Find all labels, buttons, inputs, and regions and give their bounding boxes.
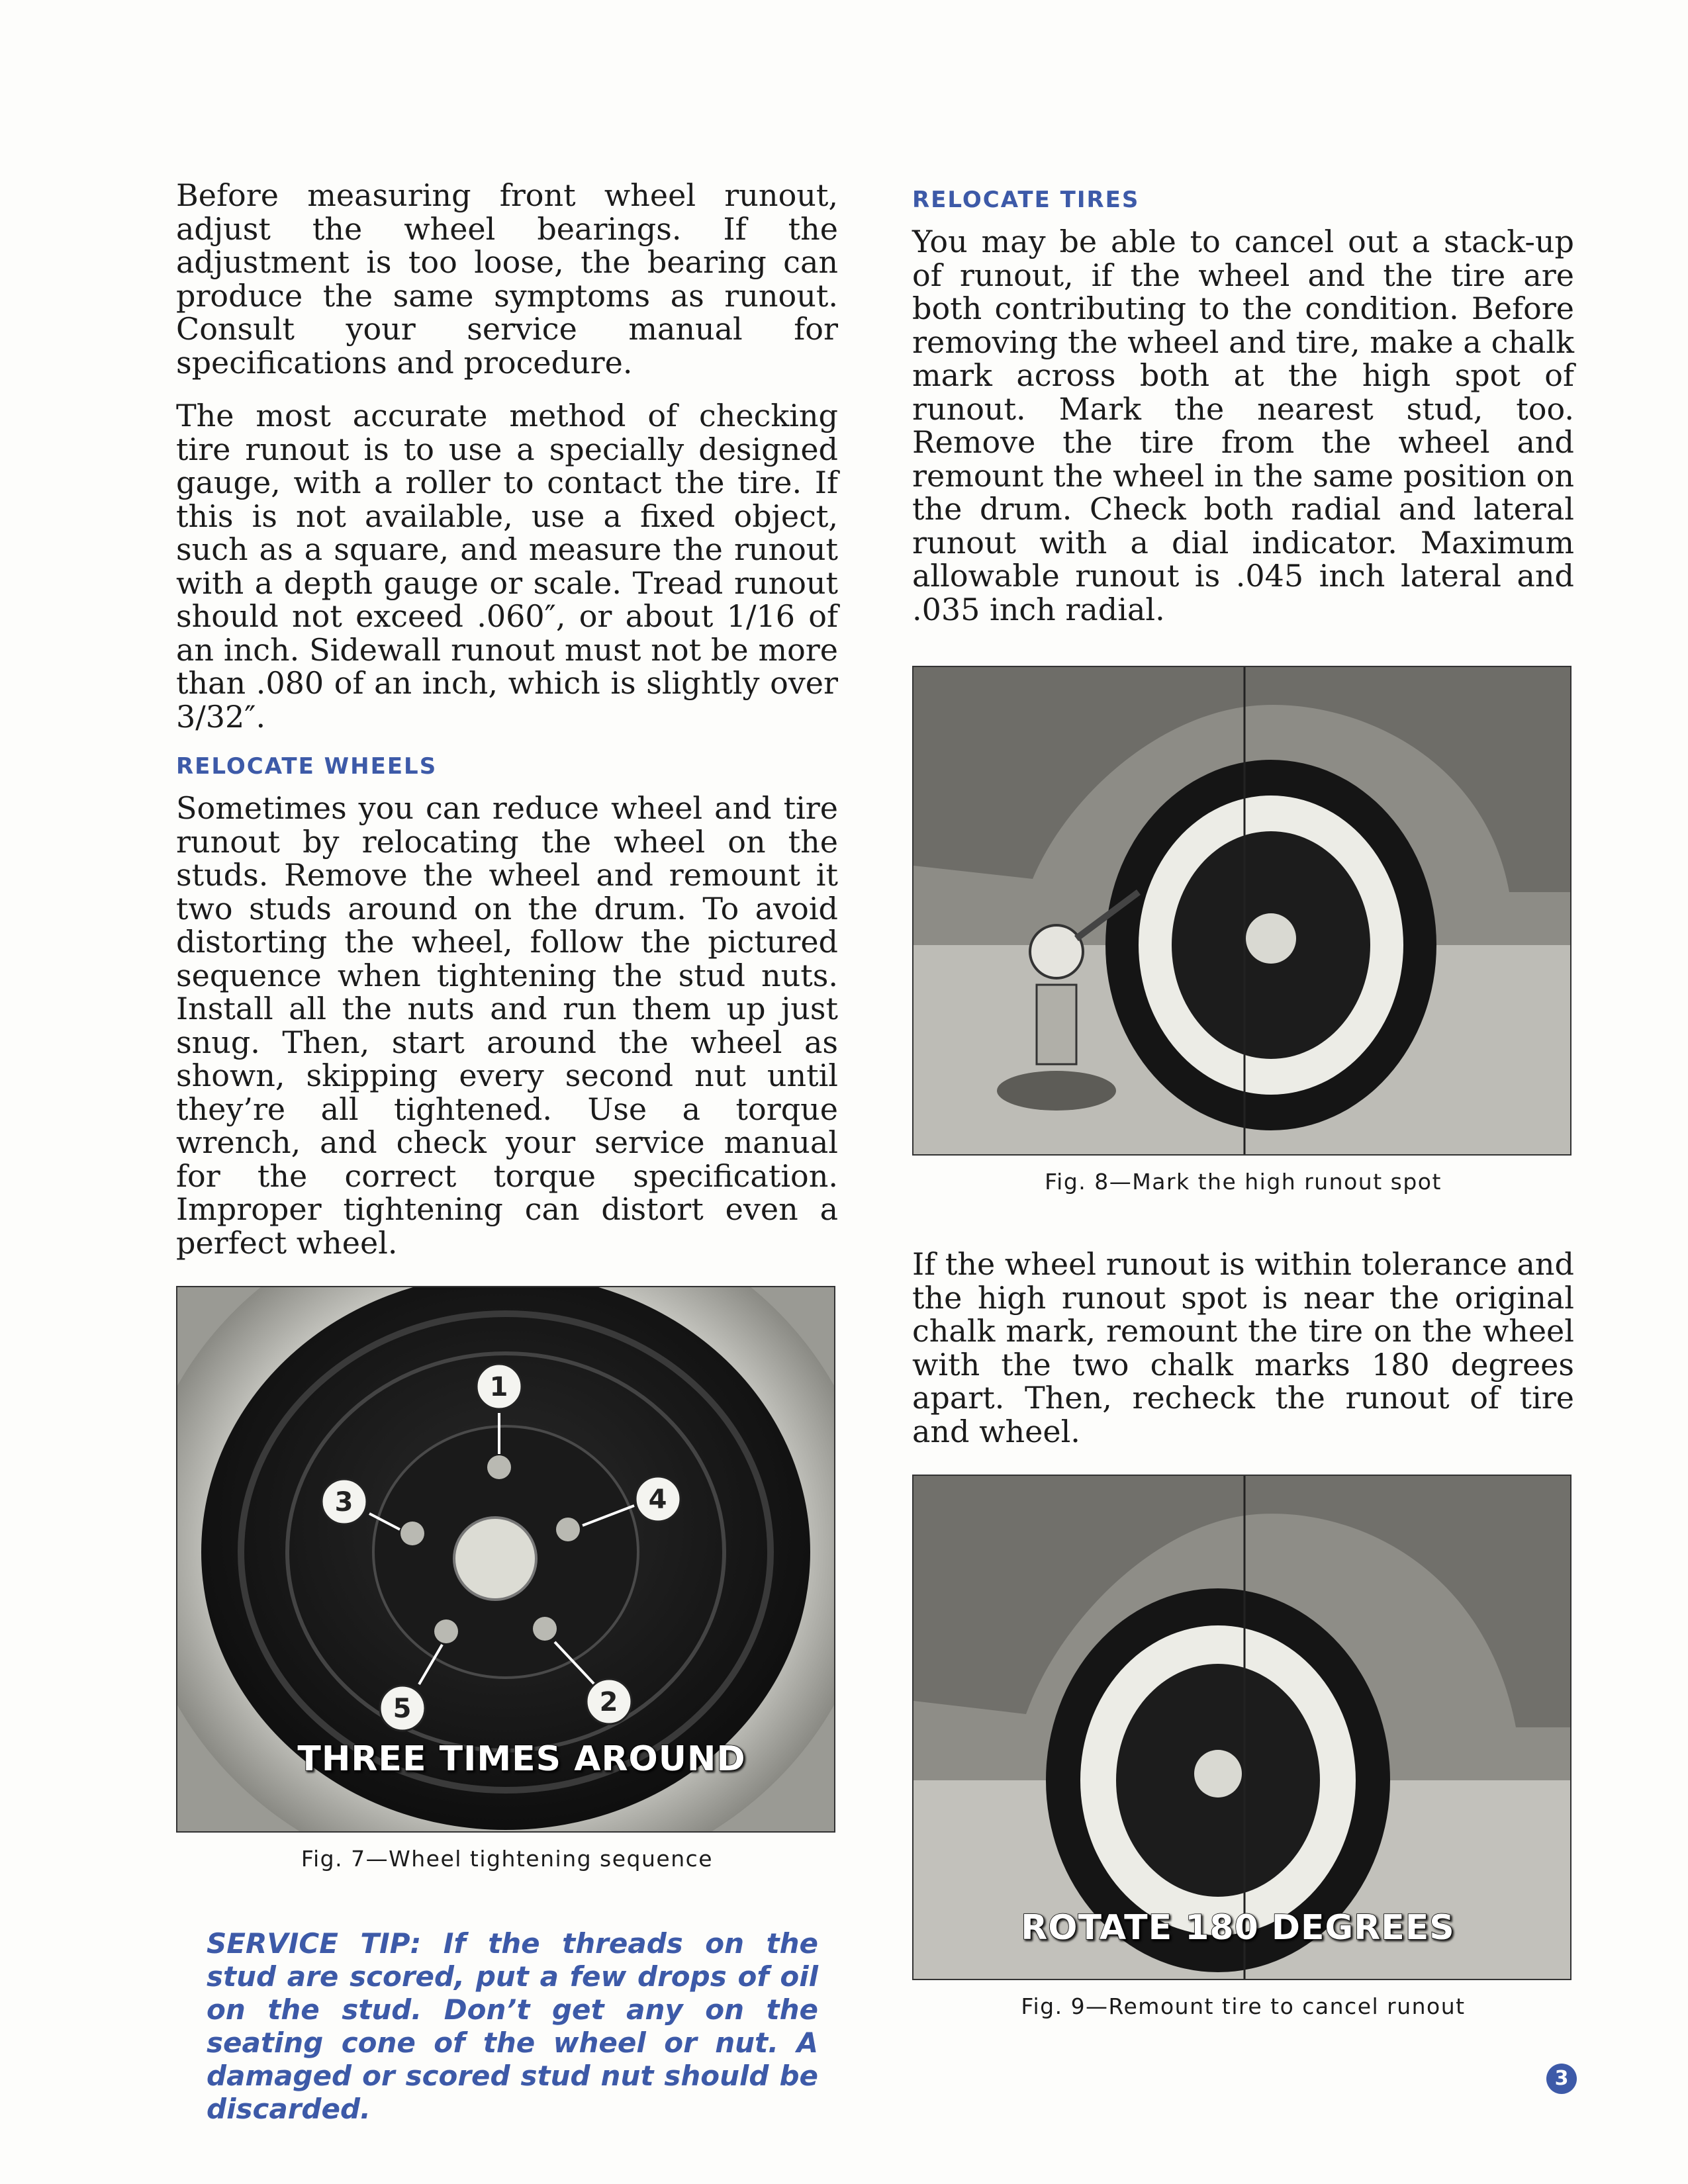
- page-number: 3: [1546, 2064, 1577, 2094]
- heading-relocate-wheels: RELOCATE WHEELS: [176, 753, 438, 780]
- paragraph-bearings: Before measuring front wheel runout, adjust the wheel bearings. If the adjustment is too loose, the bearing can produce the same symptoms as runout. Consult your service manual for specifications and procedure.: [176, 177, 838, 381]
- marker-3: [322, 1479, 367, 1524]
- marker-5-label: 5: [393, 1694, 412, 1724]
- dial-indicator-illustration: [914, 667, 1570, 1154]
- figure-8-photo: [912, 666, 1571, 1156]
- left-column: [176, 179, 838, 2126]
- figure-7-wheel-photo: [176, 1286, 835, 1833]
- figure-8-caption: Fig. 8—Mark the high runout spot: [1045, 1169, 1442, 1195]
- rotate-tire-illustration: [914, 1476, 1570, 1979]
- lug-nut: [434, 1619, 458, 1643]
- marker-2-label: 2: [599, 1687, 619, 1717]
- marker-1-label: 1: [489, 1372, 509, 1402]
- lug-nut: [556, 1518, 580, 1541]
- right-column: [912, 179, 1574, 2019]
- marker-4: [635, 1477, 680, 1522]
- marker-2: [586, 1679, 632, 1724]
- marker-1: [477, 1364, 522, 1409]
- paragraph-runout-gauge: The most accurate method of checking tire runout is to use a specially designed gauge, with a roller to contact the tire. If this is not available, use a fixed object, such as a square, and measure the runout with a depth gauge or scale. Tread runout should not exceed .060″, or about 1/16 of an inch. Sidewall runout must not be more than .080 of an inch, which is slightly over 3/32″.: [176, 398, 838, 735]
- lug-nut: [400, 1522, 424, 1545]
- marker-4-label: 4: [648, 1484, 668, 1515]
- three-times-around-overlay: THREE TIMES AROUND: [297, 1739, 746, 1779]
- paragraph-remount-tire: If the wheel runout is within tolerance and the high runout spot is near the original chalk mark, remount the tire on the wheel with the two chalk marks 180 degrees apart. Then, recheck the runout of tire and wheel.: [912, 1246, 1574, 1449]
- marker-3-label: 3: [334, 1487, 354, 1518]
- marker-5: [380, 1686, 425, 1731]
- figure-9-photo: [912, 1475, 1571, 1980]
- figure-9-caption: Fig. 9—Remount tire to cancel runout: [1021, 1993, 1466, 2019]
- heading-relocate-tires: RELOCATE TIRES: [912, 187, 1140, 213]
- paragraph-relocate-wheels: Sometimes you can reduce wheel and tire runout by relocating the wheel on the studs. Remove the wheel and remount it two studs around on the drum. To avoid distorting the wheel, follow the pictured sequence when tightening the stud nuts. Install all the nuts and run them up just snug. Then, start around the wheel as shown, skipping every second nut until they’re all tightened. Use a torque wrench, and check your service manual for the correct torque specification. Improper tightening can distort even a perfect wheel.: [176, 790, 838, 1261]
- paragraph-relocate-tires: You may be able to cancel out a stack-up of runout, if the wheel and the tire are both contributing to the condition. Before removing the wheel and tire, make a chalk mark across both at the high spot of runout. Mark the nearest stud, too. Remove the tire from the wheel and remount the wheel in the same position on the drum. Check both radial and lateral runout with a dial indicator. Maximum allowable runout is .045 inch lateral and .035 inch radial.: [912, 224, 1574, 627]
- lug-nut: [533, 1617, 557, 1641]
- figure-7-caption: Fig. 7—Wheel tightening sequence: [301, 1846, 714, 1872]
- service-tip: SERVICE TIP: If the threads on the stud are scored, put a few drops of oil on the stud. Don’t get any on the seating cone of the wheel or nut. A damaged or scored stud nut should be discarded.: [207, 1927, 818, 2125]
- wheel-tightening-illustration: [177, 1287, 834, 1831]
- rotate-180-overlay: ROTATE 180 DEGREES: [1021, 1908, 1455, 1948]
- lug-nut: [487, 1455, 511, 1479]
